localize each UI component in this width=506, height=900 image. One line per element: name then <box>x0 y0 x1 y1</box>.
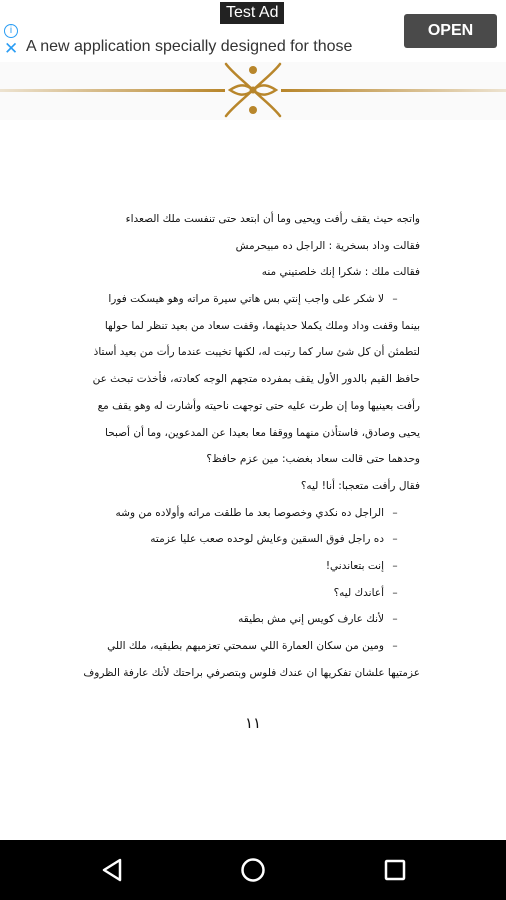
text-line <box>70 500 420 527</box>
text-line-content: ومين من سكان العمارة اللي سمحتي تعزميهم بطيقيه، ملك اللي <box>107 640 384 652</box>
ad-text[interactable]: A new application specially designed for those <box>26 38 353 55</box>
navigation-bar <box>0 840 506 900</box>
book-page[interactable] <box>0 120 506 840</box>
text-line <box>70 420 420 447</box>
text-line <box>70 526 420 553</box>
text-line <box>70 660 420 687</box>
dialogue-dash: – <box>392 293 398 306</box>
text-line <box>70 259 420 286</box>
ad-banner[interactable] <box>0 0 506 62</box>
text-line-content: حافظ القيم بالدور الأول يقف بمفرده متجهم الوجه كعادته، فأخذت تبحث عن <box>92 373 420 386</box>
text-line-content: ده راجل فوق السقين وعايش لوحده صعب عليا عزمته <box>150 533 384 546</box>
dialogue-dash: – <box>392 586 398 599</box>
page-text <box>70 206 420 686</box>
close-icon[interactable]: ✕ <box>4 39 19 58</box>
text-line <box>70 633 420 660</box>
home-circle-icon[interactable] <box>235 854 271 886</box>
text-line <box>70 446 420 473</box>
text-line <box>70 206 420 233</box>
dialogue-dash: – <box>392 559 398 572</box>
text-line-content: رأفت بعينيها وما إن طرت عليه حتى توجهت ناحيته وأشارت له وهو يقف مع <box>97 399 420 412</box>
text-line-content: يحيى وصادق، فاستأذن منهما ووقفا معا بعيدا عن المدعوين، وما أن أصبحا <box>105 426 420 439</box>
dialogue-dash: – <box>392 640 398 652</box>
ornament-divider <box>0 62 506 120</box>
text-line-content: عزمتيها علشان تفكريها ان عندك فلوس وبتصرفي براحتك لأنك عارفة الظروف <box>83 666 420 679</box>
text-line-content: لتطمئن أن كل شئ سار كما رتبت له، لكنها تخيبت عندما رأت من بعيد أستاذ <box>93 346 420 359</box>
text-line-content: بينما وقفت وداد وملك يكملا حديثهما، وقفت سعاد من بعيد تنظر لما حولها <box>104 319 420 332</box>
text-line-content: فقالت ملك : شكرا إنك خلصتيني منه <box>261 266 420 279</box>
text-line <box>70 339 420 366</box>
text-line-content: أعاندك ليه؟ <box>333 586 384 599</box>
recent-apps-square-icon[interactable] <box>377 854 413 886</box>
back-triangle-icon[interactable] <box>94 854 130 886</box>
text-line <box>70 553 420 580</box>
text-line <box>70 606 420 633</box>
text-line <box>70 286 420 313</box>
text-line-content: الراجل ده نكدي وخصوصا بعد ما طلقت مراته وأولاده من وشه <box>115 506 384 519</box>
dialogue-dash: – <box>392 613 398 626</box>
page-number: ١١ <box>244 714 262 732</box>
text-line-content: واتجه حيث يقف رأفت ويحيى وما أن ابتعد حتى تنفست ملك الصعداء <box>125 213 420 225</box>
ad-tag: Test Ad <box>220 2 284 24</box>
text-line <box>70 233 420 260</box>
dialogue-dash: – <box>392 533 398 546</box>
text-line <box>70 393 420 420</box>
dialogue-dash: – <box>392 506 398 519</box>
text-line <box>70 366 420 393</box>
text-line-content: لأنك عارف كويس إني مش بطيقه <box>238 613 384 626</box>
ad-open-button[interactable]: OPEN <box>404 14 497 48</box>
text-line <box>70 473 420 500</box>
text-line-content: وحدهما حتى قالت سعاد بغضب: مين عزم حافظ؟ <box>206 453 420 466</box>
text-line-content: إنت بتعاندني! <box>325 559 384 572</box>
text-line-content: فقالت وداد بسخرية : الراجل ده مبيحرمش <box>235 239 420 252</box>
text-line <box>70 313 420 340</box>
text-line-content: لا شكر على واجب إنتي بس هاتي سيرة مراته وهو هيسكت فورا <box>108 293 384 306</box>
info-icon[interactable]: i <box>4 24 18 38</box>
text-line <box>70 580 420 607</box>
floral-divider-icon <box>0 62 506 120</box>
text-line-content: فقال رأفت متعجبا: أنا! ليه؟ <box>300 479 420 492</box>
